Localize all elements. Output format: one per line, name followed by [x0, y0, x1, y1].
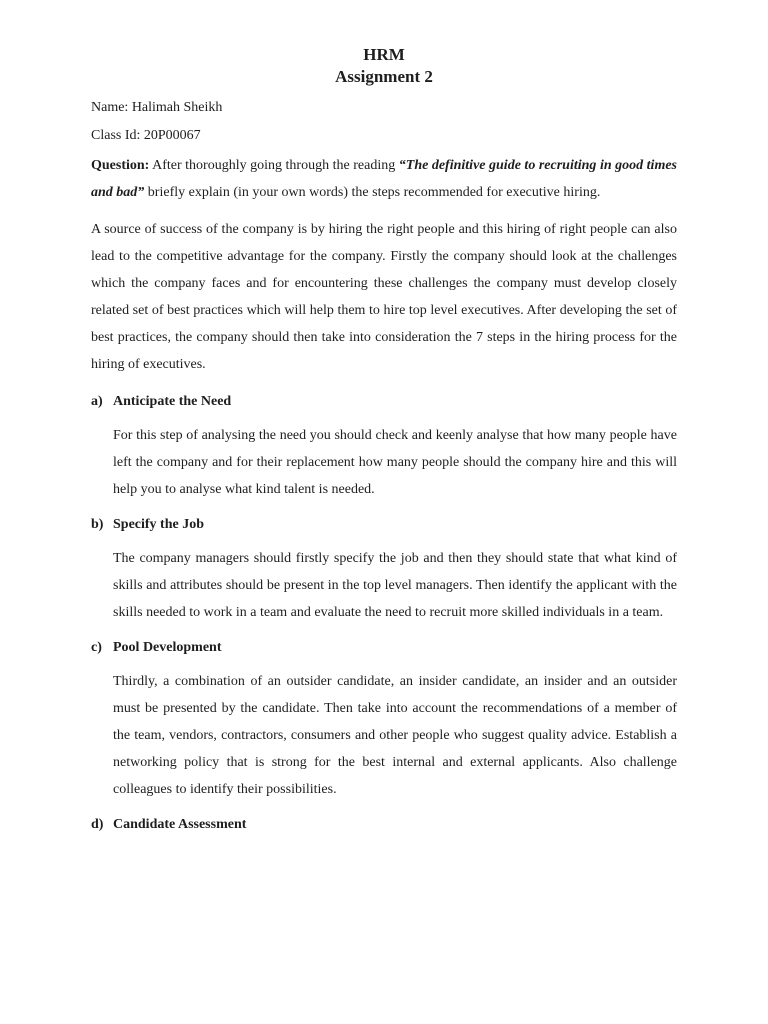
section-body: The company managers should firstly specify the job and then they should state that what kind of skills and attributes should be present in the top level managers. Then identify the applicant with the skills needed to work in a team and evaluate the need to recruit more skilled individuals in a team. [113, 551, 677, 620]
class-id: Class Id: 20P00067 [91, 128, 201, 143]
section-marker: a) [91, 394, 103, 409]
section-b [91, 515, 677, 626]
section-body: For this step of analysing the need you should check and keenly analyse that how many people have left the company and for their replacement how many people should the company hire and this will help you to analyse what kind talent is needed. [113, 428, 677, 497]
question-text-before: After thoroughly going through the reading [149, 158, 399, 173]
section-marker: b) [91, 517, 104, 532]
section-heading [91, 515, 677, 535]
section-c [91, 638, 677, 803]
section-title: Anticipate the Need [113, 394, 232, 409]
section-title: Specify the Job [113, 517, 204, 532]
section-heading [91, 815, 677, 835]
section-d [91, 815, 677, 835]
course-title: HRM [363, 45, 405, 64]
question-label: Question: [91, 158, 150, 173]
section-a [91, 392, 677, 503]
section-heading [91, 638, 677, 658]
section-marker: d) [91, 817, 104, 832]
intro-paragraph: A source of success of the company is by hiring the right people and this hiring of right people can also lead to the competitive advantage for the company. Firstly the company should look at the challenges which the company faces and for encountering these challenges the company must develop closely related set of best practices which will help them to hire top level executives. After developing the set of best practices, the company should then take into consideration the 7 steps in the hiring process for the hiring of executives. [91, 222, 677, 372]
reading-title: “The definitive guide to recruiting in good times and bad” [91, 158, 677, 200]
section-title: Candidate Assessment [113, 817, 247, 832]
section-heading [91, 392, 677, 412]
section-body: Thirdly, a combination of an outsider candidate, an insider candidate, an insider and an outsider must be presented by the candidate. Then take into account the recommendations of a member of the team, vendors, contractors, consumers and other people who suggest quality advice. Establish a networking policy that is strong for the best internal and external applicants. Also challenge colleagues to identify their possibilities. [113, 674, 677, 797]
question-text-after: briefly explain (in your own words) the steps recommended for executive hiring. [144, 185, 601, 200]
section-marker: c) [91, 640, 102, 655]
section-title: Pool Development [113, 640, 222, 655]
question-paragraph [91, 152, 677, 206]
student-name: Name: Halimah Sheikh [91, 100, 223, 115]
assignment-title: Assignment 2 [335, 67, 433, 86]
